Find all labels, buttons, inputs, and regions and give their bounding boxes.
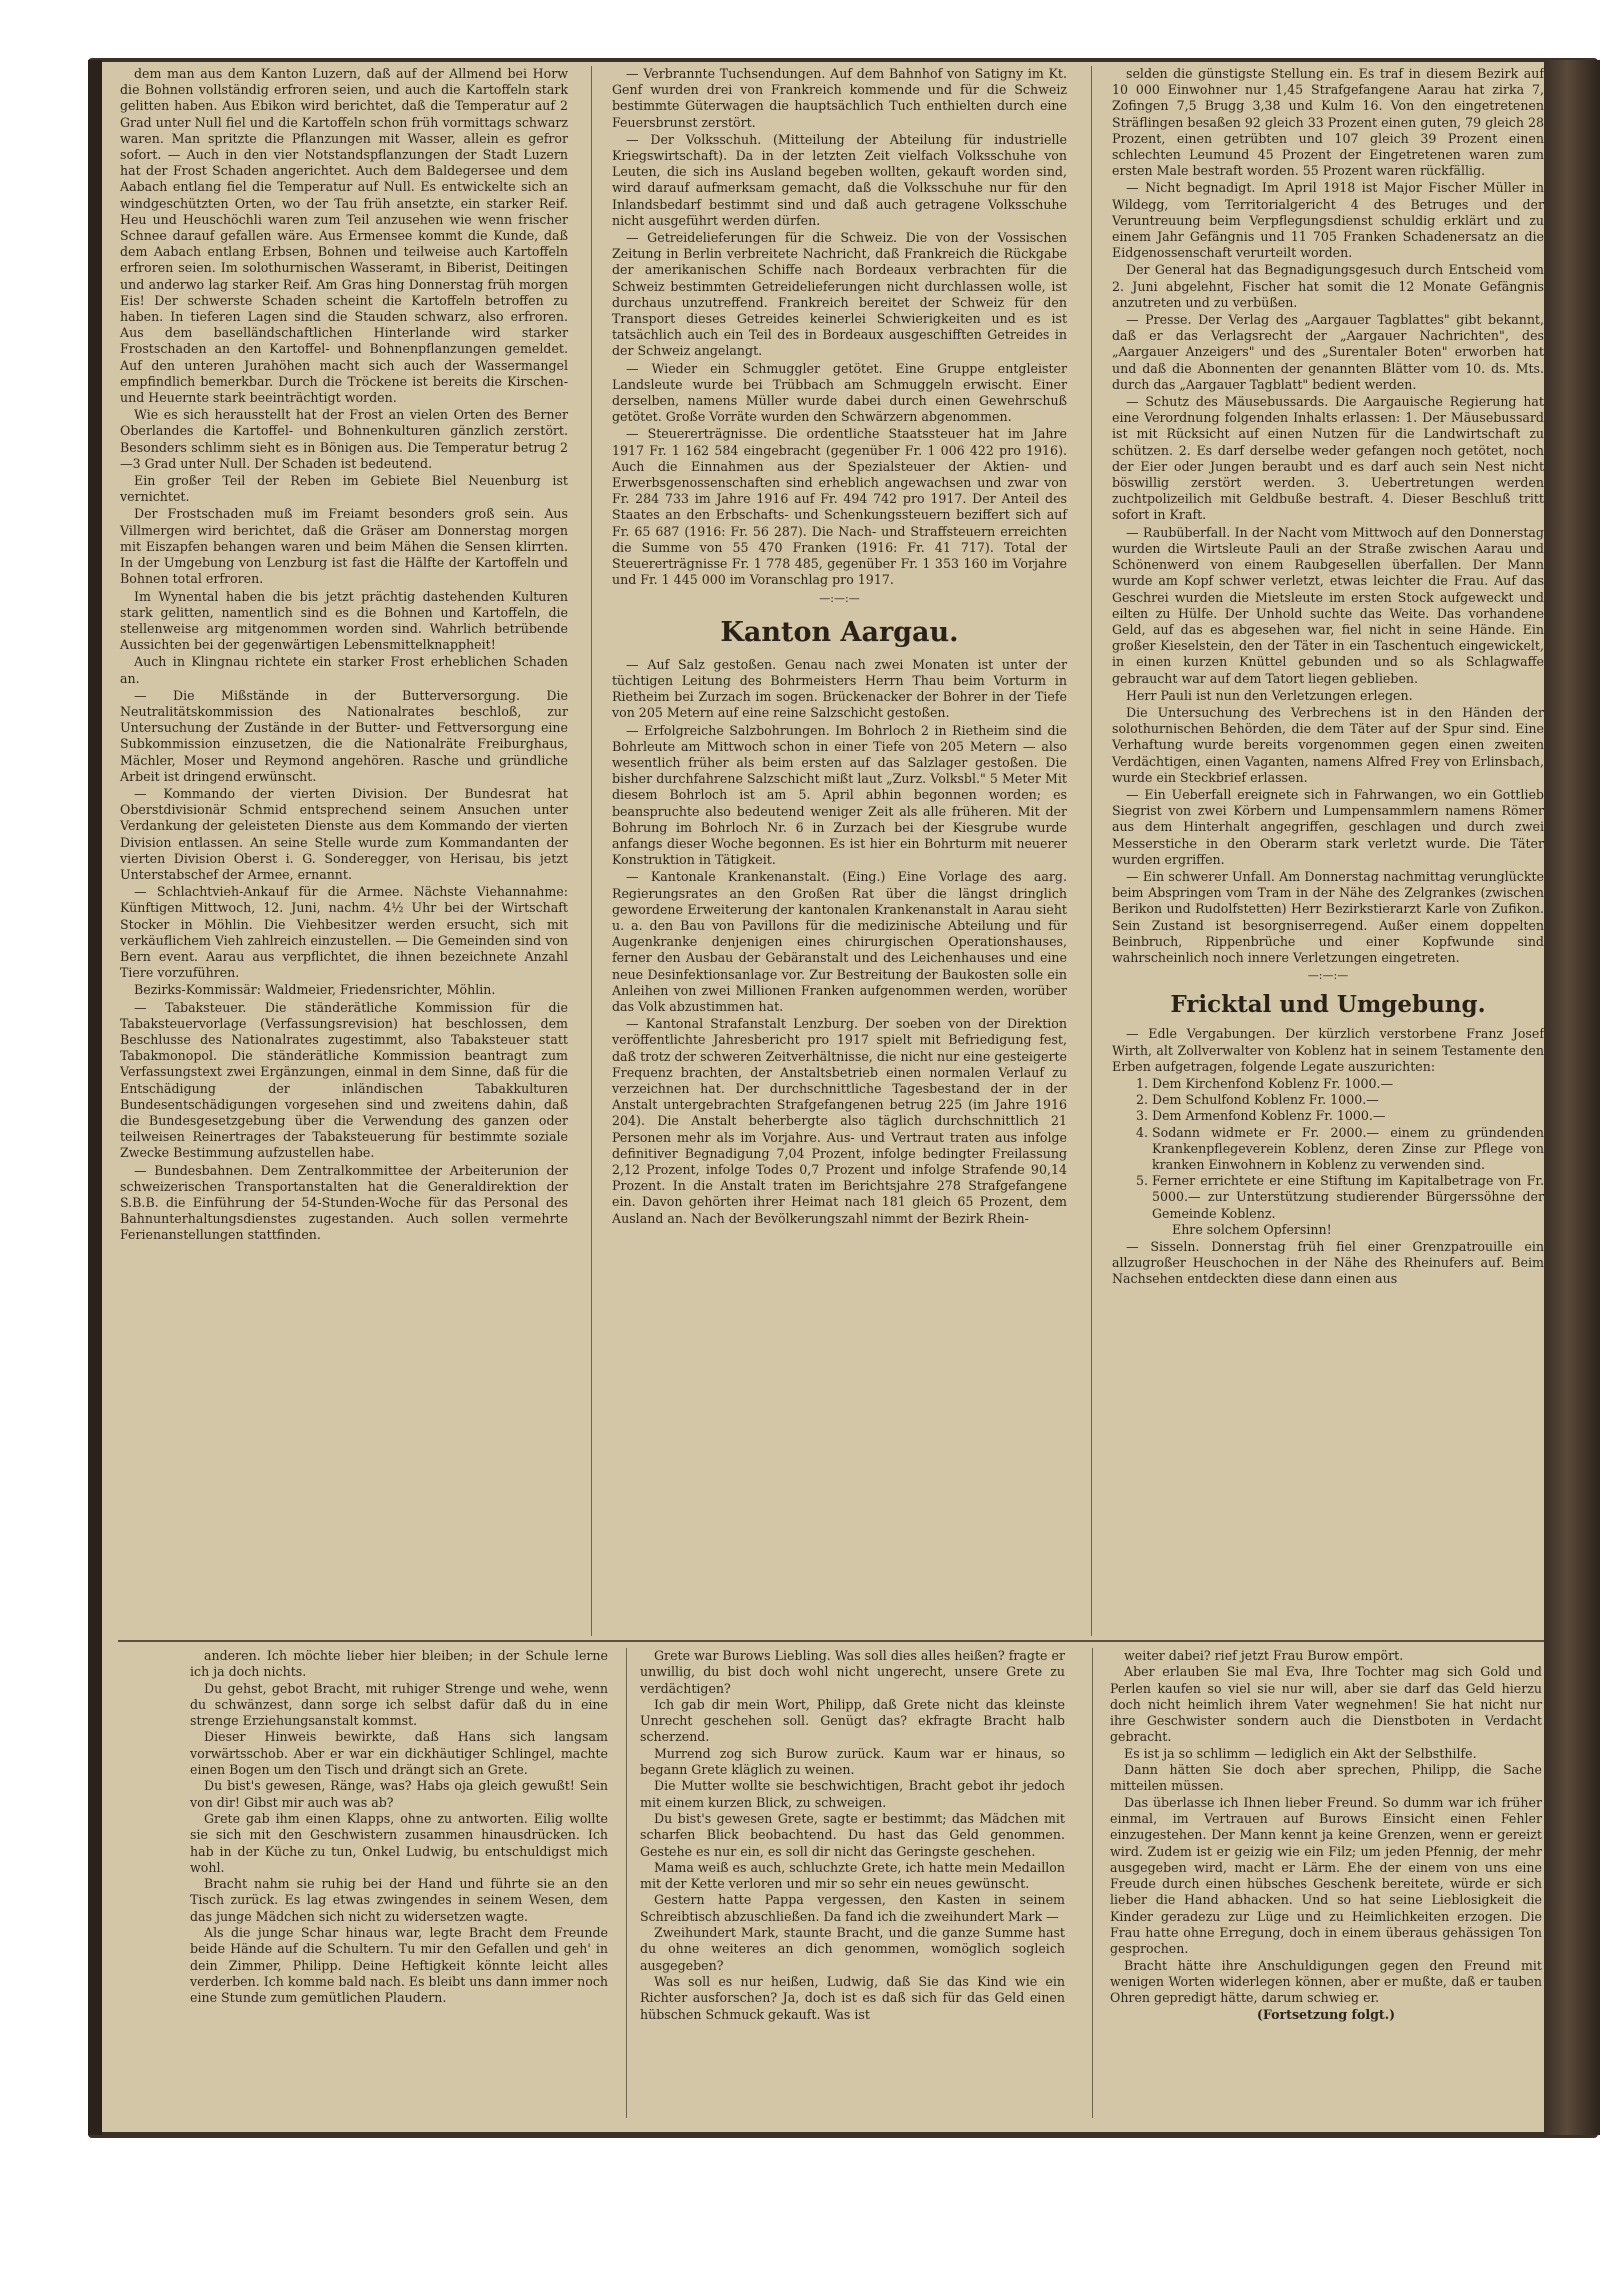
serial-paragraph: Mama weiß es auch, schluchzte Grete, ich hatte mein Medaillon mit der Kette verloren und mir so sehr ein neues gewünscht. — [640, 1859, 1066, 1892]
article-paragraph: Ein großer Teil der Reben im Gebiete Biel Neuenburg ist vernichtet. — [120, 473, 568, 505]
serial-paragraph: Du gehst, gebot Bracht, mit ruhiger Strenge und wehe, wenn du schwänzest, dann sorge ich selbst dafür daß du in eine strenge Erziehungsanstalt kommst. — [190, 1680, 608, 1729]
article-maeusebussard: — Schutz des Mäusebussards. Die Aargauische Regierung hat eine Verordnung folgenden Inhalts erlassen: 1. Der Mäusebussard ist mit Rücksicht auf einen Nutzen für die Landwirtschaft zu schützen. 2. Es darf derselbe weder gefangen noch getötet, noch der Eier oder Jungen beraubt und es darf auch sein Nest nicht böswillig zerstört werden. 3. Uebertretungen werden zuchtpolizeilich mit Geldbuße bestraft. 4. Dieser Beschluß tritt sofort in Kraft. — [1112, 394, 1544, 523]
serial-paragraph: Grete gab ihm einen Klapps, ohne zu antworten. Eilig wollte sie sich mit den Geschwistern zusammen hinausdrücken. Ich hab in der Küche zu tun, Onkel Ludwig, bu entschuldigst mich wohl. — [190, 1810, 608, 1875]
article-kommissaer: Bezirks-Kommissär: Waldmeier, Friedensrichter, Möhlin. — [134, 982, 496, 998]
feuilleton-divider — [118, 1640, 1544, 1642]
article-sisseln: — Sisseln. Donnerstag früh fiel einer Grenzpatrouille ein allzugroßer Heuschochen in der Nähe des Rheinufers auf. Beim Nachsehen entdeckten diese dann einen aus — [1112, 1239, 1544, 1287]
serial-paragraph: Das überlasse ich Ihnen lieber Freund. So dumm war ich früher einmal, im Vertrauen auf Burows Einsicht einen Fehler einzugestehen. Der Mann kennt ja keine Grenzen, wenn er gereizt wird. Zudem ist er geizig wie ein Filz; um jeden Pfennig, der mehr ausgegeben wird, macht er Lärm. Ehe der einem von uns eine Freude durch einen hübsches Geschenk bereitete, würde er sich lieber die Hand abhacken. Und so hat seine Lieblosigkeit die Kinder geradezu zur Lüge und zu Heimlichkeiten erzogen. Die Frau hatte ohne Erregung, doch in einem überaus gehässigen Ton gesprochen. — [1110, 1794, 1542, 1957]
article-vergabungen: — Edle Vergabungen. Der kürzlich verstorbene Franz Josef Wirth, alt Zollverwalter von Koblenz hat in seinem Testamente den Erben aufgetragen, folgende Legate auszurichten: — [1112, 1026, 1544, 1074]
article-schmuggler: — Wieder ein Schmuggler getötet. Eine Gruppe entgleister Landsleute wurde bei Trübbach am Schmuggeln erwischt. Einer derselben, namens Müller wurde dabei durch einen Gewehrschuß getötet. Große Vorräte wurden den Schwärzern abgenommen. — [612, 360, 1067, 425]
article-paragraph: Der General hat das Begnadigungsgesuch durch Entscheid vom 2. Juni abgelehnt, Fischer hat somit die 12 Monate Gefängnis anzutreten und zu verbüßen. — [1112, 262, 1544, 310]
article-paragraph: Die Untersuchung des Verbrechens ist in den Händen der solothurnischen Behörden, die dem Täter auf der Spur sind. Eine Verhaftung wurde bereits vorgenommen gegen einen zweiten Verdächtigen, einen Vaganten, namens Alfred Frey von Erlinsbach, wurde ein Steckbrief erlassen. — [1112, 704, 1544, 785]
serial-paragraph: Zweihundert Mark, staunte Bracht, und die ganze Summe hast du ohne weiteres an dich genommen, womöglich sogleich ausgegeben? — [640, 1925, 1065, 1973]
section-heading-aargau: Kanton Aargau. — [720, 616, 959, 648]
article-begnadigt: — Nicht begnadigt. Im April 1918 ist Major Fischer Müller in Wildegg, vom Territorialgericht 4 des Betruges und der Veruntreuung beim Verpflegungsdienst schuldig erklärt und zu einem Jahr Gefängnis und 11 705 Franken Schadenersatz an die Eidgenossenschaft verurteilt worden. — [1112, 180, 1544, 261]
list-item: 5. Ferner errichtete er eine Stiftung im Kapitalbetrage von Fr. 5000.— zur Unterstützung studierender Bürgerssöhne der Gemeinde Koblenz. — [1152, 1173, 1544, 1222]
article-division: — Kommando der vierten Division. Der Bundesrat hat Oberstdivisionär Schmid entsprechend seinem Ansuchen unter Verdankung der geleisteten Dienste aus dem Kommando der vierten Division entlassen. An seine Stelle wurde zum Kommandanten der vierten Division Oberst i. G. Sonderegger, von Herisau, bis jetzt Unterstabschef der Armee, ernannt. — [120, 785, 568, 882]
list-item: 1. Dem Kirchenfond Koblenz Fr. 1000.— — [1152, 1076, 1544, 1092]
separator: —:—:— — [819, 591, 860, 605]
article-strafanstalt: — Kantonal Strafanstalt Lenzburg. Der soeben von der Direktion veröffentlichte Jahresbericht pro 1917 spielt mit Befriedigung fest, daß trotz der schweren Zeitverhältnisse, die nicht nur eine gesteigerte Frequenz brachten, der Anstaltsbetrieb einen normalen Verlauf zu verzeichnen hat. Der durchschnittliche Tagesbestand der in der Anstalt untergebrachten Strafgefangenen betrug 225 (im Jahre 1916 204). Die Anstalt beherbergte also täglich durchschnittlich 21 Personen mehr als im Vorjahre. Aus- und Vertraut traten aus infolge definitiver Begnadigung 7,04 Prozent, infolge bedingter Freilassung 2,12 Prozent, infolge Todes 0,7 Prozent und infolge Strafende 90,14 Prozent. In die Anstalt traten im Berichtsjahre 278 Strafgefangene ein. Davon gehörten ihrer Heimat nach 181 gleich 65 Prozent, dem Ausland an. Nach der Bevölkerungszahl nimmt der Bezirk Rhein- — [612, 1016, 1067, 1226]
serial-paragraph: Bracht hätte ihre Anschuldigungen gegen den Freund mit wenigen Worten widerlegen können, aber er mußte, daß er tauben Ohren gepredigt hätte, darum schwieg er. — [1110, 1957, 1542, 2006]
serial-column-2 — [640, 1648, 1065, 2023]
article-volksschuh: — Der Volksschuh. (Mitteilung der Abteilung für industrielle Kriegswirtschaft). Da in der letzten Zeit vielfach Volksschuhe von Leuten, die sich ins Ausland begeben wollten, gekauft worden sind, wird darauf aufmerksam gemacht, daß die Volksschuhe nur für den Inlandsbedarf bestimmt sind und daß auch getragene Volksschuhe nicht ausgeführt werden dürfen. — [612, 131, 1067, 228]
article-paragraph: Herr Pauli ist nun den Verletzungen erlegen. — [1126, 687, 1413, 703]
article-paragraph: Auch in Klingnau richtete ein starker Frost erheblichen Schaden an. — [120, 654, 568, 686]
article-salz: — Auf Salz gestoßen. Genau nach zwei Monaten ist unter der tüchtigen Leitung des Bohrmeisters Herrn Thau beim Vorturm in Rietheim bei Zurzach im sogen. Brückenacker der Bohrer in der Tiefe von 205 Metern auf eine reine Salzschicht gestoßen. — [612, 656, 1067, 721]
serial-paragraph: Was soll es nur heißen, Ludwig, daß Sie das Kind wie ein Richter ausforschen? Ja, doch ist es daß sich für das Geld einen hübschen Schmuck gekauft. Was ist — [640, 1973, 1065, 2022]
article-steuer: — Steuererträgnisse. Die ordentliche Staatssteuer hat im Jahre 1917 Fr. 1 162 584 eingebracht (gegenüber Fr. 1 006 422 pro 1916). Auch die Einnahmen aus der Spezialsteuer der Aktien- und Erwerbsgenossenschaften sind erheblich angewachsen und zwar von Fr. 284 733 im Jahre 1916 auf Fr. 494 742 pro 1917. Der Anteil des Staates an den Erbschafts- und Schenkungssteuern beziffert sich auf Fr. 65 687 (1916: Fr. 56 287). Die Nach- und Straffsteuern erreichten die Summe von 55 470 Franken (1916: Fr. 41 717). Total der Steuererträgnisse Fr. 1 778 485, gegenüber Fr. 1 353 160 im Vorjahre und Fr. 1 445 000 im Voranschlag pro 1917. — [612, 426, 1067, 588]
continuation-note: (Fortsetzung folgt.) — [1256, 2006, 1396, 2022]
article-schlachtvieh: — Schlachtvieh-Ankauf für die Armee. Nächste Viehannahme: Künftigen Mittwoch, 12. Juni, nachm. 4½ Uhr bei der Wirtschaft Stocker in Möhlin. Die Viehbesitzer werden ersucht, sich mit verkäuflichem Vieh zahlreich einzustellen. — Die Gemeinden sind von Bern event. Aarau aus verpflichtet, die ihnen bezeichnete Anzahl Tiere vorzuführen. — [120, 884, 568, 981]
serial-paragraph: Du bist's gewesen Grete, sagte er bestimmt; das Mädchen mit scharfen Blick beobachtend. Du hast das Geld genommen. Gestehe es nur ein, es soll dir nicht das Geringste geschehen. — [640, 1810, 1065, 1859]
article-tabaksteuer: — Tabaksteuer. Die ständerätliche Kommission für die Tabaksteuervorlage (Verfassungsrevision) hat beschlossen, dem Beschlusse des Nationalrates zugestimmt, also Tabaksteuer statt Tabakmonopol. Die ständerätliche Kommission beantragt zum Verfassungstext zwei Ergänzungen, einmal in dem Sinne, daß für die Entschädigung der inländischen Tabakkulturen Bundesentschädigungen vorgesehen sind und zweitens dahin, daß die Bundesgesetzgebung über die Verwendung des ganzen oder teilweisen Reinertrages der Tabaksteuerung für bestimmte soziale Zwecke Bestimmung aufzustellen habe. — [120, 999, 568, 1161]
article-paragraph: Der Frostschaden muß im Freiamt besonders groß sein. Aus Villmergen wird berichtet, daß die Gräser am Donnerstag morgen mit Eiszapfen behangen waren und beim Mähen die Sensen klirrten. In der Umgebung von Lenzburg ist fast die Hälfte der Kartoffeln und Bohnen total erfroren. — [120, 506, 568, 587]
article-krankenanstalt: — Kantonale Krankenanstalt. (Eing.) Eine Vorlage des aarg. Regierungsrates an den Großen Rat über die längst dringlich gewordene Erweiterung der kantonalen Krankenanstalt in Aarau sieht u. a. den Bau von Pavillons für die medizinische Abteilung und für Augenkranke denjenigen eines chirurgischen Operationshauses, ferner den Ausbau der Gebäranstalt und des Leichenhauses und eine neue Desinfektionsanlage vor. Zur Bestreitung der Baukosten solle ein Anleihen von zwei Millionen Franken aufgenommen werden, worüber das Volk abzustimmen hat. — [612, 869, 1067, 1014]
honor-line: Ehre solchem Opfersinn! — [1172, 1221, 1332, 1237]
article-ueberfall: — Ein Ueberfall ereignete sich in Fahrwangen, wo ein Gottlieb Siegrist von zwei Körbern und Lumpensammlern namens Römer aus dem Hinterhalt angegriffen, geschlagen und durch zwei Messerstiche in den Oberarm stark verletzt wurde. Die Täter wurden ergriffen. — [1112, 786, 1544, 867]
serial-paragraph: Murrend zog sich Burow zurück. Kaum war er hinaus, so begann Grete kläglich zu weinen. — [640, 1745, 1065, 1778]
serial-rule-2 — [1092, 1648, 1093, 2118]
article-raubueberfall: — Raubüberfall. In der Nacht vom Mittwoch auf den Donnerstag wurden die Wirtsleute Pauli an der Straße zwischen Aarau und Schönenwerd von einem Raubgesellen überfallen. Der Mann wurde am Kopf schwer verletzt, etwas leichter die Frau. Auf das Geschrei wurden die Mietsleute im ersten Stock aufgeweckt und eilten zu Hülfe. Der Unhold suchte das Weite. Das vorhandene Geld, auf das es abgesehen war, fiel nicht in seine Hände. Ein großer Kieselstein, den der Täter in ein Taschentuch eingewickelt, in einen kurzen Knüttel gebunden und so als Schlagwaffe gebraucht war auf dem Tatort liegen geblieben. — [1112, 524, 1544, 686]
serial-paragraph: Aber erlauben Sie mal Eva, Ihre Tochter mag sich Gold und Perlen kaufen so viel sie nur will, aber sie darf das Geld hierzu doch nicht heimlich ihrem Vater wegnehmen! Sie hat nicht nur ihre Geschwister sondern auch die Dienstboten in Verdacht gebracht. — [1110, 1664, 1542, 1745]
legacy-list — [1136, 1076, 1544, 1222]
serial-column-3 — [1110, 1648, 1542, 2023]
article-tuchsendungen: — Verbrannte Tuchsendungen. Auf dem Bahnhof von Satigny im Kt. Genf wurden drei von Frankreich kommende und für die Schweiz bestimmte Güterwagen die hauptsächlich Tuch enthielten durch eine Feuersbrunst zerstört. — [612, 66, 1067, 130]
page-gutter-left — [88, 60, 102, 2135]
serial-paragraph: Bracht nahm sie ruhig bei der Hand und führte sie an den Tisch zurück. Es lag etwas zwingendes in seinem Wesen, dem das junge Mädchen sich nicht zu widersetzen wagte. — [190, 1876, 608, 1924]
article-bundesbahnen: — Bundesbahnen. Dem Zentralkommittee der Arbeiterunion der schweizerischen Transportanstalten hat die Generaldirektion der S.B.B. die Einführung der 54-Stunden-Woche für das Personal des Bahnunterhaltungsdienstes zugestanden. Auch sollen vermehrte Ferienanstellungen stattfinden. — [120, 1162, 568, 1243]
article-paragraph: Wie es sich herausstellt hat der Frost an vielen Orten des Berner Oberlandes die Kartoffel- und Bohnenkulturen gänzlich zerstört. Besonders schlimm sieht es in Bönigen aus. Die Temperatur betrug 2—3 Grad unter Null. Der Schaden ist bedeutend. — [120, 407, 568, 471]
serial-column-1 — [190, 1648, 608, 2007]
news-column-2 — [612, 66, 1067, 1228]
article-presse: — Presse. Der Verlag des „Aargauer Tagblattes" gibt bekannt, daß er das Verlagsrecht der „Aargauer Nachrichten", des „Aargauer Anzeigers" und des „Surentaler Boten" erworben hat und daß die Abonnenten der genannten Blätter vom 10. ds. Mts. durch das „Aargauer Tagblatt" bedient werden. — [1112, 312, 1544, 392]
list-item: 3. Dem Armenfond Koblenz Fr. 1000.— — [1152, 1108, 1544, 1124]
article-unfall: — Ein schwerer Unfall. Am Donnerstag nachmittag verunglückte beim Abspringen vom Tram in der Nähe des Zelgrankes (zwischen Berikon und Rudolfstetten) Herr Bezirkstierarzt Karle von Zufikon. Sein Zustand ist besorgniserregend. Außer einem doppelten Beinbruch, Rippenbrüche und einer Kopfwunde sind wahrscheinlich noch innere Verletzungen eingetreten. — [1112, 868, 1544, 965]
serial-paragraph: Dieser Hinweis bewirkte, daß Hans sich langsam vorwärtsschob. Aber er war ein dickhäutiger Schlingel, machte einen Bogen um den Tisch und drängt sich an Grete. — [190, 1729, 608, 1778]
serial-paragraph: Ich gab dir mein Wort, Philipp, daß Grete nicht das kleinste Unrecht geschehen soll. Genügt das? ekfragte Bracht halb scherzend. — [640, 1696, 1065, 1745]
serial-paragraph: Du bist's gewesen, Ränge, was? Habs oja gleich gewußt! Sein von dir! Gibst mir auch was ab? — [190, 1778, 608, 1810]
article-paragraph: dem man aus dem Kanton Luzern, daß auf der Allmend bei Horw die Bohnen vollständig erfroren seien, und auch die Kartoffeln stark gelitten haben. Aus Ebikon wird berichtet, daß die Temperatur auf 2 Grad unter Null fiel und die Kartoffeln schon früh vormittags schwarz waren. Man spritzte die Pflanzungen mit Wasser, allein es gefror sofort. — Auch in den vier Notstandspflanzungen der Stadt Luzern hat der Frost Schaden angerichtet. Auch dem Baldegersee und dem Aabach entlang fiel die Temperatur auf Null. Es entwickelte sich an windgeschützten Orten, wo der Tau früh ansetzte, ein starker Reif. Heu und Heuschöchli waren zum Teil anzusehen wie wenn frischer Schnee darauf gefallen wäre. Aus Ermensee kommt die Kunde, daß dem Aabach entlang Erbsen, Bohnen und teilweise auch Kartoffeln erfroren seien. Im solothurnischen Wasseramt, in Biberist, Deitingen und anderwo lag starker Reif. Am Gras hing Donnerstag früh morgen Eis! Der schwerste Schaden scheint die Kartoffeln betroffen zu haben. In tieferen Lagen sind die Stauden schwarz, also erfroren. Aus dem baselländschaftlichen Hinterlande wird starker Frostschaden an den Kartoffel- und Bohnenpflanzungen gemeldet. Auf den unteren Jurahöhen macht sich auch der Wassermangel empfindlich bemerkbar. Durch die Tröckene ist bereits die Kirschen- und Heuernte stark beeinträchtigt worden. — [120, 66, 568, 406]
article-paragraph: Im Wynental haben die bis jetzt prächtig dastehenden Kulturen stark gelitten, namentlich sind es die Bohnen und Kartoffeln, die stellenweise arg mitgenommen worden sind. Wahrlich betrübende Aussichten bei der gegenwärtigen Lebensmittelknappheit! — [120, 588, 568, 653]
column-rule-2 — [1091, 66, 1092, 1636]
serial-paragraph: weiter dabei? rief jetzt Frau Burow empört. — [1124, 1648, 1404, 1663]
section-heading-fricktal: Fricktal und Umgebung. — [1170, 991, 1486, 1019]
page-edge-right — [1545, 60, 1600, 2135]
news-column-1 — [120, 66, 568, 1245]
article-salzbohrungen: — Erfolgreiche Salzbohrungen. Im Bohrloch 2 in Rietheim sind die Bohrleute am Mittwoch schon in einer Tiefe von 205 Metern — also wesentlich früher als beim ersten auf das Salzlager gestoßen. Die bisher durchfahrene Salzschicht mißt laut „Zurz. Volksbl." 5 Meter Mit diesem Bohrloch ist am 5. April abhin begonnen worden; es beanspruchte also bedeutend weniger Zeit als alle früheren. Mit der Bohrung im Bohrloch Nr. 6 in Zurzach bei der Kiesgrube wurde anfangs dieser Woche begonnen. Es ist hier ein Bohrturm mit neuerer Konstruktion in Tätigkeit. — [612, 722, 1067, 868]
list-item: 4. Sodann widmete er Fr. 2000.— einem zu gründenden Krankenpflegeverein Koblenz, deren Zinse zur Pflege von kranken Einwohnern in Koblenz zu verwenden sind. — [1152, 1125, 1544, 1174]
article-paragraph: selden die günstigste Stellung ein. Es traf in diesem Bezirk auf 10 000 Einwohner nur 1,45 Strafgefangene Aarau hat zirka 7, Zofingen 7,5 Brugg 3,38 und Kulm 16. Von den eingetretenen Sträflingen besaßen 92 gleich 33 Prozent einen guten, 79 gleich 28 Prozent, einen getrübten und 107 gleich 39 Prozent einen schlechten Leumund 45 Prozent der Eingetretenen waren zum ersten Male bestraft worden. 55 Prozent waren rückfällig. — [1112, 66, 1544, 179]
serial-paragraph: anderen. Ich möchte lieber hier bleiben; in der Schule lerne ich ja doch nichts. — [190, 1648, 608, 1680]
news-column-3 — [1112, 66, 1544, 1289]
serial-paragraph: Gestern hatte Pappa vergessen, den Kasten in seinem Schreibtisch abzuschließen. Da fand ich die zweihundert Mark — — [640, 1892, 1065, 1924]
article-getreide: — Getreidelieferungen für die Schweiz. Die von der Vossischen Zeitung in Berlin verbreitete Nachricht, daß Frankreich die Rückgabe der amerikanischen Schiffe nach Bordeaux verbrachten für die Schweiz bestimmten Getreidelieferungen nicht durchlassen wolle, ist durchaus unzutreffend. Frankreich bereitet der Schweiz für den Transport dieses Getreides keinerlei Schwierigkeiten und es ist tatsächlich auch ein Teil des in Bordeaux ausgeschifften Getreides in der Schweiz angelangt. — [612, 230, 1067, 359]
serial-paragraph: Es ist ja so schlimm — lediglich ein Akt der Selbsthilfe. — [1124, 1745, 1477, 1761]
list-item: 2. Dem Schulfond Koblenz Fr. 1000.— — [1152, 1092, 1544, 1108]
serial-paragraph: Als die junge Schar hinaus war, legte Bracht dem Freunde beide Hände auf die Schultern. Tu mir den Gefallen und geh' in dein Zimmer, Philipp. Deine Heftigkeit könnte leicht alles verderben. Ich komme bald nach. Es bleibt uns dann immer noch eine Stunde zum gemütlichen Plaudern. — [190, 1925, 608, 2006]
serial-paragraph: Dann hätten Sie doch aber sprechen, Philipp, die Sache mitteilen müssen. — [1110, 1762, 1542, 1794]
serial-paragraph: Die Mutter wollte sie beschwichtigen, Bracht gebot ihr jedoch mit einem kurzen Blick, zu schweigen. — [640, 1778, 1065, 1810]
column-rule-1 — [591, 66, 592, 1636]
article-butter: — Die Mißstände in der Butterversorgung. Die Neutralitätskommission des Nationalrates beschloß, zur Untersuchung der Zustände in der Butter- und Fettversorgung eine Subkommission einzusetzen, die die Nationalräte Freiburghaus, Mächler, Moser und Reymond angehören. Rasche und gründliche Arbeit ist dringend erwünscht. — [120, 687, 568, 784]
separator: —:—:— — [1307, 969, 1349, 983]
serial-rule-1 — [626, 1648, 627, 2118]
serial-paragraph: Grete war Burows Liebling. Was soll dies alles heißen? fragte er unwillig, du bist doch wohl nicht ungerecht, unsere Grete zu verdächtigen? — [640, 1648, 1065, 1696]
